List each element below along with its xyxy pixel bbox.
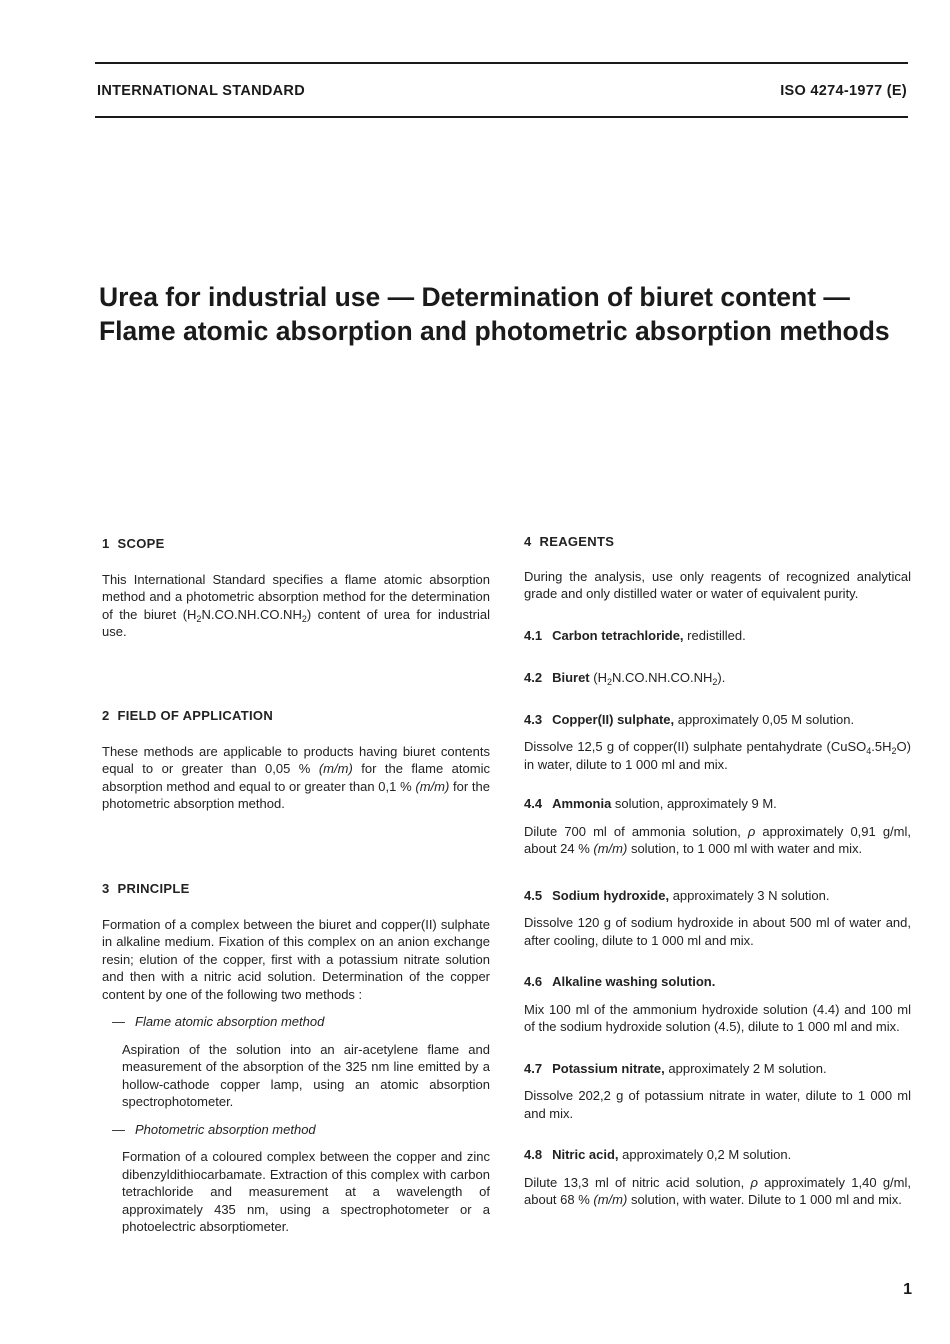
method1-text: Aspiration of the solution into an air-acetylene flame and measurement of the absorption of the 325 nm line emitted by a hollow-cathode copper lamp, using an atomic absorption spectrophotometer. xyxy=(122,1041,490,1109)
standard-type-label: INTERNATIONAL STANDARD xyxy=(97,83,305,99)
reagent-4-5: 4.5 Sodium hydroxide, approximately 3 N solution. xyxy=(524,887,830,903)
page-number: 1 xyxy=(903,1281,912,1298)
title-line-1: Urea for industrial use — Determination of biuret content — xyxy=(99,282,850,312)
header-top-rule xyxy=(95,62,908,64)
reagent-4-8-text: Dilute 13,3 ml of nitric acid solution, ρ approximately 1,40 g/ml, about 68 % (m/m) solution, with water. Dilute to 1 000 ml and mix. xyxy=(524,1174,911,1207)
header-bottom-rule xyxy=(95,116,908,118)
left-column xyxy=(102,535,490,1236)
section-scope xyxy=(102,535,490,707)
reagent-4-2: 4.2 Biuret $(H_2N.CO.NH.CO.NH_2)$. xyxy=(524,670,726,687)
standard-number: ISO 4274-1977 (E) xyxy=(780,83,907,99)
section-heading: 4 REAGENTS xyxy=(524,534,615,549)
method2-text: Formation of a coloured complex between the copper and zinc dibenzyldithiocarbamate. Extraction of this complex with carbon tetrachloride and measurement at a wavelength of approximately 435 nm, using a spectrophotometer or a photoelectric absorptiometer. xyxy=(122,1149,490,1234)
section-heading: 1 SCOPE xyxy=(102,536,165,551)
reagent-4-8: 4.8 Nitric acid, approximately 0,2 M solution. xyxy=(524,1147,792,1162)
reagent-4-4-text: Dilute 700 ml of ammonia solution, ρ approximately 0,91 g/ml, about 24 % (m/m) solution, to 1 000 ml with water and mix. xyxy=(524,823,912,856)
section-field-of-application xyxy=(102,707,490,880)
reagent-4-3-text: Dissolve 12,5 g of copper(II) sulphate pentahydrate $(CuSO_4.5H_2O)$ in water, dilute to 1 000 ml and mix. xyxy=(524,739,911,772)
reagent-4-3: 4.3 Copper(II) sulphate, approximately 0,05 M solution. xyxy=(524,711,855,727)
method2-title: — Photometric absorption method xyxy=(112,1121,316,1137)
right-column xyxy=(524,533,911,1209)
scope-text: This International Standard specifies a flame atomic absorption method and a photometric absorption method for the determination of the biuret $(H_2N.CO.NH.CO.NH_2)$ content of urea for industrial use. xyxy=(102,571,490,639)
section-heading: 2 FIELD OF APPLICATION xyxy=(102,708,274,723)
document-title xyxy=(99,280,929,348)
reagent-4-5-text: Dissolve 120 g of sodium hydroxide in about 500 ml of water and, after cooling, dilute to 1 000 ml and mix. xyxy=(524,915,911,948)
reagents-text: During the analysis, use only reagents of recognized analytical grade and only distilled water or water of equivalent purity. xyxy=(524,568,911,601)
reagent-4-7: 4.7 Potassium nitrate, approximately 2 M solution. xyxy=(524,1060,827,1076)
section-heading: 3 PRINCIPLE xyxy=(102,881,190,896)
reagent-4-6: 4.6 Alkaline washing solution. xyxy=(524,974,716,989)
reagent-4-1: 4.1 Carbon tetrachloride, redistilled. xyxy=(524,627,746,643)
section-principle xyxy=(102,880,490,1236)
reagent-4-6-text: Mix 100 ml of the ammonium hydroxide solution (4.4) and 100 ml of the sodium hydroxide solution (4.5), dilute to 1 000 ml and mix. xyxy=(524,1001,911,1034)
method1-title: — Flame atomic absorption method xyxy=(112,1014,325,1029)
principle-text: Formation of a complex between the biuret and copper(II) sulphate in alkaline medium. Fixation of this complex on an anion exchange resin; elution of the copper, first with a potassium nitrate solution and then with a nitric acid solution. Determination of the copper content by one of the following two methods : xyxy=(102,916,490,1002)
reagent-4-7-text: Dissolve 202,2 g of potassium nitrate in water, dilute to 1 000 ml and mix. xyxy=(524,1088,911,1121)
field-text: These methods are applicable to products having biuret contents equal to or greater than 0,05 % (m/m) for the flame atomic absorption method and equal to or greater than 0,1 % (m/m) for the photometric absorption method. xyxy=(102,743,490,811)
title-line-2: Flame atomic absorption and photometric absorption methods xyxy=(99,316,890,346)
reagent-4-4: 4.4 Ammonia solution, approximately 9 M. xyxy=(524,796,777,811)
